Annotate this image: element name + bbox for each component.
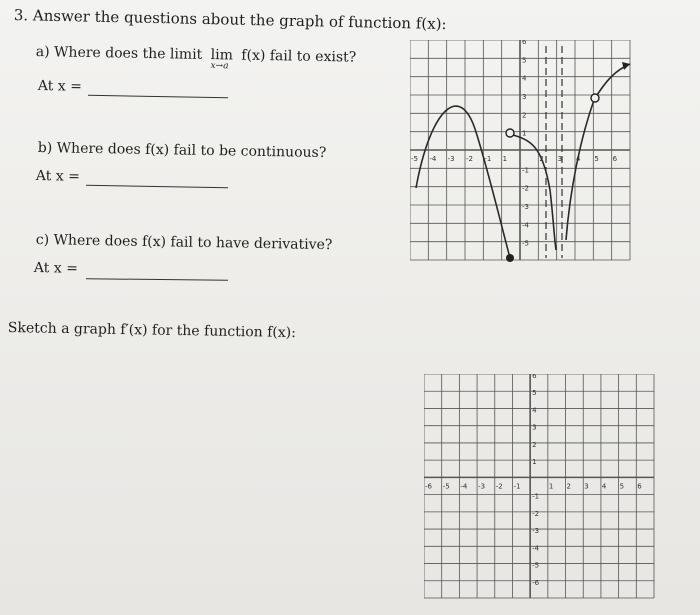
y-tick-label: 6	[532, 374, 537, 380]
limit-word: lim	[210, 47, 234, 64]
curve-middle-descending	[510, 134, 556, 250]
x-tick-label: -1	[484, 155, 492, 163]
x-tick-label: -4	[460, 482, 468, 491]
x-tick-label: -5	[411, 155, 418, 163]
x-tick-label: -3	[478, 482, 486, 491]
x-tick-label: -5	[442, 482, 450, 491]
y-tick-label: -6	[532, 578, 540, 587]
y-tick-label: 5	[532, 389, 537, 398]
function-graph	[410, 40, 646, 265]
y-tick-label: 2	[532, 440, 537, 449]
part-b-answer-blank[interactable]	[86, 185, 228, 188]
x-tick-label: -6	[425, 482, 432, 491]
x-tick-label: 4	[601, 482, 607, 491]
part-a-question	[35, 44, 357, 72]
y-tick-label: 4	[532, 406, 537, 415]
y-tick-label: 3	[532, 423, 537, 432]
part-c-question: c) Where does f(x) fail to have derivative?	[35, 232, 333, 254]
function-graph-tick-labels	[411, 40, 618, 248]
x-tick-label: 1	[548, 482, 554, 491]
y-tick-label: 2	[522, 111, 527, 120]
derivative-sketch-graph[interactable]	[424, 374, 660, 602]
y-tick-label: -2	[532, 509, 540, 518]
question-title: 3. Answer the questions about the graph of function f(x):	[13, 6, 447, 34]
x-tick-label: -2	[466, 155, 473, 163]
function-graph-grid	[410, 40, 630, 260]
limit-notation	[210, 47, 234, 72]
x-tick-label: -3	[447, 155, 455, 163]
part-a-text-before: a) Where does the limit	[35, 44, 203, 63]
open-point-right	[591, 94, 599, 102]
curve-hump	[416, 106, 510, 258]
limit-subscript: x→a	[210, 61, 229, 72]
y-tick-label: 4	[522, 74, 527, 83]
part-a-at-label: At x =	[37, 78, 83, 95]
y-tick-label: 1	[532, 458, 537, 467]
part-a-answer-blank[interactable]	[88, 95, 228, 98]
y-tick-label: -1	[532, 492, 540, 501]
x-tick-label: 4	[576, 155, 581, 163]
open-point-origin	[506, 129, 514, 137]
y-tick-label: -4	[532, 544, 540, 553]
arrow-right	[622, 62, 630, 70]
x-tick-label: 3	[584, 482, 589, 491]
x-tick-label: -1	[513, 482, 521, 491]
sketch-prompt: Sketch a graph f′(x) for the function f(x):	[7, 320, 297, 342]
x-tick-label: 2	[539, 155, 544, 163]
y-tick-label: -3	[532, 527, 540, 536]
y-tick-label: -3	[522, 203, 529, 211]
closed-point-bottom	[506, 254, 514, 262]
part-b-question: b) Where does f(x) fail to be continuous?	[37, 140, 327, 162]
x-tick-label: 5	[619, 482, 625, 491]
part-c-at-label: At x =	[33, 260, 79, 277]
y-tick-label: 3	[522, 93, 527, 101]
part-a-text-after: f(x) fail to exist?	[241, 47, 357, 66]
x-tick-label: 2	[566, 482, 572, 491]
y-tick-label: -4	[522, 221, 529, 230]
y-tick-label: 6	[522, 40, 527, 46]
y-tick-label: -5	[522, 239, 529, 248]
y-tick-label: 5	[522, 56, 527, 65]
part-c-answer-blank[interactable]	[86, 278, 228, 280]
part-b-at-label: At x =	[35, 168, 81, 185]
y-tick-label: -2	[522, 184, 529, 193]
x-tick-label: 6	[612, 155, 618, 163]
x-tick-label: 1	[502, 155, 508, 163]
x-tick-label: 6	[637, 482, 642, 491]
y-tick-label: 1	[522, 129, 527, 138]
x-tick-label: -2	[495, 482, 503, 491]
x-tick-label: 5	[594, 155, 599, 163]
curve-right-branch	[566, 64, 630, 240]
derivative-graph-tick-labels	[425, 374, 642, 587]
y-tick-label: -5	[532, 561, 540, 570]
x-tick-label: -4	[429, 155, 437, 163]
y-tick-label: -1	[522, 166, 529, 175]
x-tick-label: 3	[557, 155, 563, 163]
